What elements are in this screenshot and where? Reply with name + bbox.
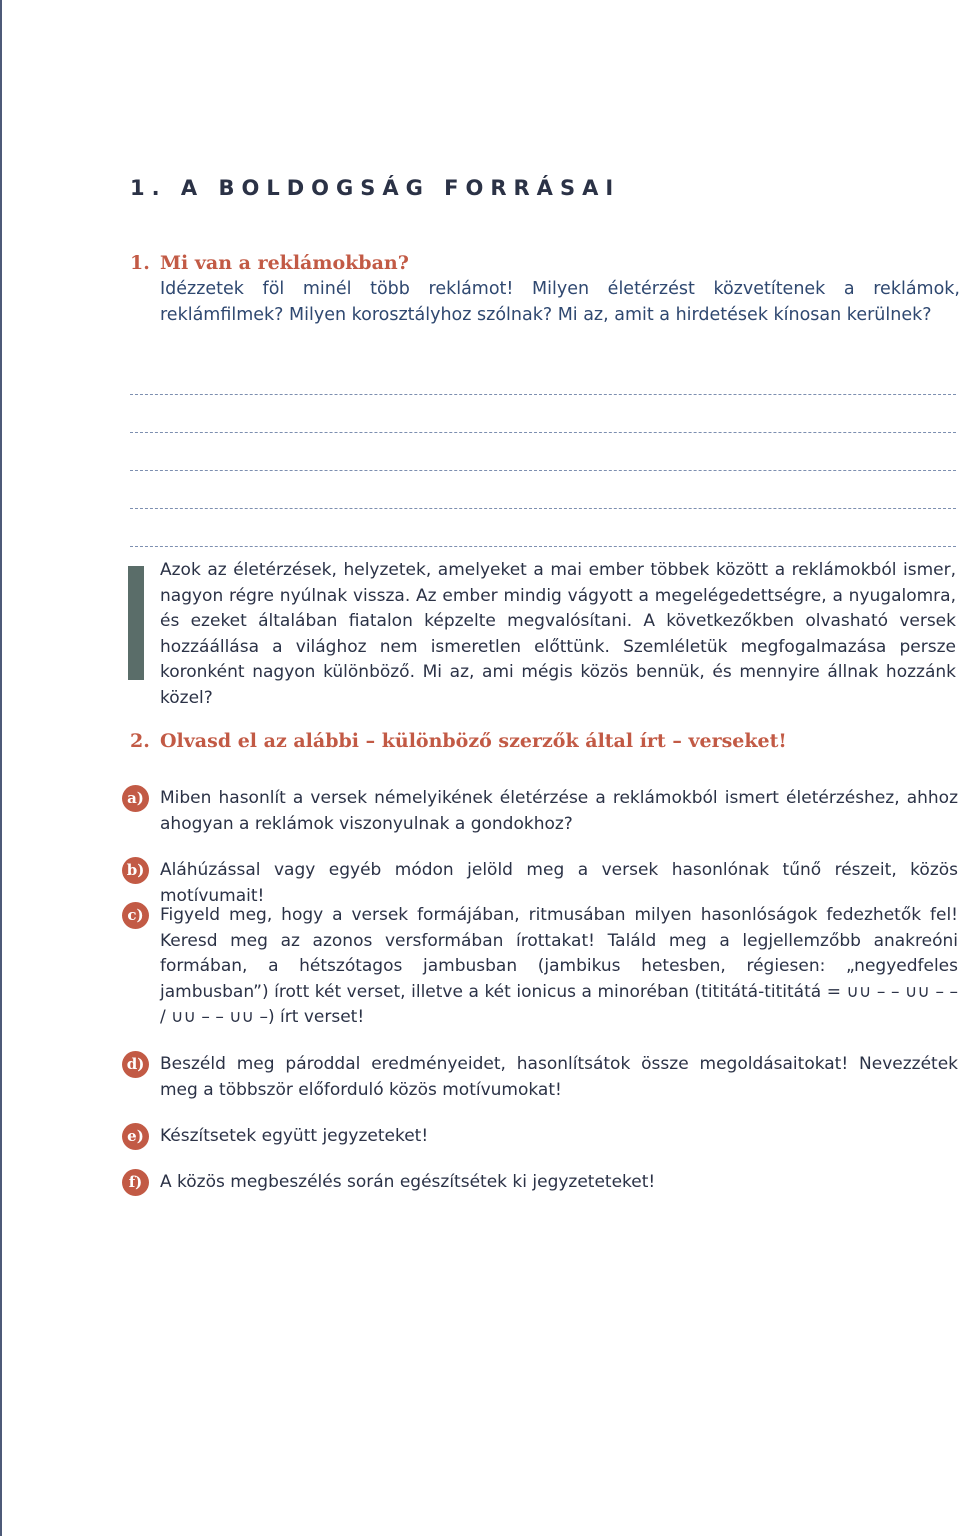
answer-line[interactable] [130,357,956,395]
intro-accent-bar [128,566,144,680]
task-2 [130,728,960,754]
answer-line[interactable] [130,509,956,547]
subtask-label-badge: a) [122,785,149,812]
subtask-label-badge: d) [122,1051,149,1078]
intro-text: Azok az életérzések, helyzetek, amelyeket a mai ember többek között a reklámokból ismer, nagyon régre nyúlnak vissza. Az ember mindig vágyott a megelégedettségre, a nyugalomra, és ezeket általában fiatalon képzelte megvalósítani. A következőkben olvasható versek hozzáállása a világhoz nem ismeretlen előttünk. Szemléletük megfogalmazása persze koronként nagyon különböző. Mi az, ami mégis közös bennük, és mennyire állnak hozzánk közel? [160,560,956,708]
task-2-heading: Olvasd el az alábbi – különböző szerzők által írt – verseket! [160,730,787,752]
subtask-text: Miben hasonlít a versek némelyikének életérzése a reklámokból ismert életérzéshez, ahhoz ahogyan a reklámok viszonyulnak a gondokhoz? [160,788,958,834]
chapter-title: 1. A BOLDOGSÁG FORRÁSAI [130,176,621,200]
page-edge-line [0,0,2,1536]
subtask-text: Készítsetek együtt jegyzeteket! [160,1126,429,1146]
subtask-d [122,1052,958,1103]
subtask-label-badge: e) [122,1123,149,1150]
subtask-label-badge: c) [122,902,149,929]
task-1-instructions: Idézzetek föl minél több reklámot! Milyen életérzést közvetítenek a reklámok, reklámfilmek? Milyen korosztályhoz szólnak? Mi az, amit a hirdetések kínosan kerülnek? [160,279,960,325]
task-1 [130,250,960,328]
subtask-text: Aláhúzással vagy egyéb módon jelöld meg a versek hasonlónak tűnő részeit, közös motívumait! [160,860,958,906]
task-1-heading-row [130,250,960,276]
subtask-text: A közös megbeszélés során egészítsétek ki jegyzeteteket! [160,1172,656,1192]
subtask-b [122,858,958,909]
intro-box [128,558,956,711]
subtask-label-badge: f) [122,1169,149,1196]
answer-lines [130,357,956,547]
subtask-c [122,903,958,1031]
task-2-number: 2. [130,730,150,752]
subtask-f [122,1170,958,1196]
answer-line[interactable] [130,395,956,433]
subtask-text: Beszéld meg pároddal eredményeidet, hasonlítsátok össze megoldásaitokat! Nevezzétek meg a többször előforduló közös motívumokat! [160,1054,958,1100]
subtask-a [122,786,958,837]
task-1-heading: Mi van a reklámokban? [160,252,409,274]
answer-line[interactable] [130,433,956,471]
answer-line[interactable] [130,471,956,509]
task-2-heading-row [130,728,960,754]
subtask-e [122,1124,958,1150]
task-1-number: 1. [130,252,150,274]
subtask-label-badge: b) [122,857,149,884]
subtask-text: Figyeld meg, hogy a versek formájában, ritmusában milyen hasonlóságok fedezhetők fel! Keresd meg az azonos versformában írottakat! Találd meg a legjellemzőbb anakreóni formában, a hétszótagos jambusban (jambikus hetesben, régiesen: „negyedfeles jambusban”) írott két verset, illetve a két ionicus a minoréban (tititátá-tititátá = ∪∪ – – ∪∪ – – / ∪∪ – – ∪∪ –) írt verset! [160,905,958,1027]
